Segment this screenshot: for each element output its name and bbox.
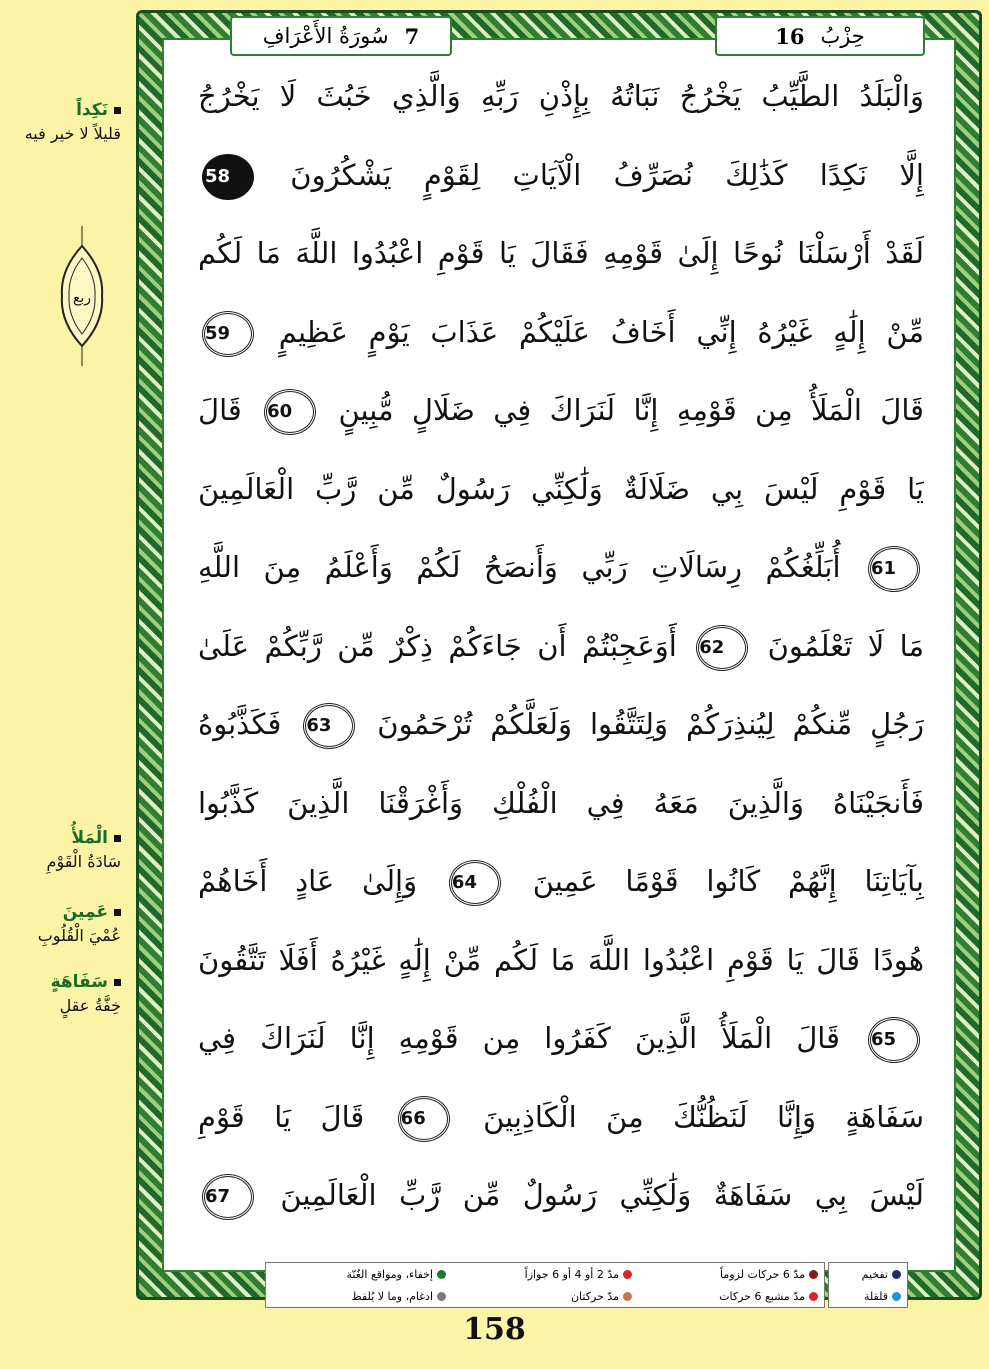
verse-text: قَالَ <box>198 393 242 427</box>
verse-line <box>198 928 924 992</box>
color-dot-icon <box>623 1292 632 1301</box>
color-dot-icon <box>623 1270 632 1279</box>
verse-text: لَقَدْ أَرْسَلْنَا نُوحًا إِلَىٰ قَوْمِهِ فَقَالَ يَا قَوْمِ اعْبُدُوا اللَّهَ مَا لَكُم <box>198 236 924 270</box>
bullet-icon <box>114 909 121 916</box>
color-dot-icon <box>437 1292 446 1301</box>
rub-ornament-icon <box>58 226 106 366</box>
verse-line <box>198 221 924 285</box>
legend-item <box>835 1268 901 1281</box>
surah-name: سُورَةُ الأَعْرَافِ <box>262 24 389 48</box>
gloss-entry-amin <box>0 902 121 945</box>
legend-item <box>452 1285 638 1307</box>
gloss-term: نَكِداً <box>76 100 108 120</box>
ayah-number-marker: 60 <box>264 389 316 435</box>
gloss-term: عَمِينَ <box>62 902 108 922</box>
verse-text: يَا قَوْمِ لَيْسَ بِي ضَلَالَةٌ وَلَٰكِنِّي رَسُولٌ مِّن رَّبِّ الْعَالَمِينَ <box>198 472 924 506</box>
verse-text: مِّنْ إِلَٰهٍ غَيْرُهُ إِنِّي أَخَافُ عَلَيْكُمْ عَذَابَ يَوْمٍ عَظِيمٍ <box>278 315 924 349</box>
tajweed-legend-extra <box>828 1262 908 1308</box>
surah-header <box>230 16 452 56</box>
ayah-number-marker: 58 <box>202 154 254 200</box>
verse-line <box>198 143 924 207</box>
juz-number: 7 <box>404 23 420 49</box>
gloss-term: سَفَاهَةٍ <box>50 972 108 992</box>
legend-label: مدّ 2 أو 4 أو 6 جوازاً <box>524 1267 619 1281</box>
verse-text: قَالَ يَا قَوْمِ <box>198 1100 365 1134</box>
ayah-number-marker: 61 <box>868 546 920 592</box>
verse-text: بِآيَاتِنَا إِنَّهُمْ كَانُوا قَوْمًا عَمِينَ <box>532 864 924 898</box>
legend-label: قلقلة <box>863 1289 888 1303</box>
verse-line <box>198 1006 924 1070</box>
verse-line <box>198 771 924 835</box>
legend-item <box>638 1263 824 1285</box>
gloss-entry-almala <box>0 828 121 871</box>
gloss-meaning: عُمْيَ الْقُلُوبِ <box>37 926 121 945</box>
gloss-meaning: قليلاً لا خير فيه <box>24 124 121 143</box>
verse-text: أَوَعَجِبْتُمْ أَن جَاءَكُمْ ذِكْرٌ مِّن رَّبِّكُمْ عَلَىٰ <box>198 629 677 663</box>
verse-text: لَيْسَ بِي سَفَاهَةٌ وَلَٰكِنِّي رَسُولٌ مِّن رَّبِّ الْعَالَمِينَ <box>280 1178 924 1212</box>
legend-label: تفخيم <box>861 1267 888 1281</box>
legend-item <box>266 1285 452 1307</box>
verse-line <box>198 1163 924 1227</box>
gloss-entry-nakidan <box>0 100 121 143</box>
hizb-number: 16 <box>775 23 805 49</box>
verse-text: هُودًا قَالَ يَا قَوْمِ اعْبُدُوا اللَّهَ مَا لَكُم مِّنْ إِلَٰهٍ غَيْرُهُ أَفَلَا تَتَّقُونَ <box>198 943 924 977</box>
verse-line <box>198 457 924 521</box>
gloss-entry-safaha <box>0 972 121 1015</box>
legend-item <box>835 1290 901 1303</box>
legend-label: إخفاء، ومواقع الغُنّة <box>346 1267 433 1281</box>
page-number: 158 <box>463 1312 526 1347</box>
legend-item <box>266 1263 452 1285</box>
color-dot-icon <box>809 1270 818 1279</box>
color-dot-icon <box>892 1270 901 1279</box>
verse-line <box>198 692 924 756</box>
verse-line <box>198 849 924 913</box>
ayah-number-marker: 63 <box>303 703 355 749</box>
color-dot-icon <box>437 1270 446 1279</box>
verse-text: قَالَ الْمَلَأُ الَّذِينَ كَفَرُوا مِن قَوْمِهِ إِنَّا لَنَرَاكَ فِي <box>198 1021 840 1055</box>
verse-text: سَفَاهَةٍ وَإِنَّا لَنَظُنُّكَ مِنَ الْكَاذِبِينَ <box>483 1100 924 1134</box>
gloss-meaning: خِفَّةُ عقلٍ <box>59 996 121 1015</box>
verse-text: إِلَّا نَكِدًا كَذَٰلِكَ نُصَرِّفُ الْآيَاتِ لِقَوْمٍ يَشْكُرُونَ <box>290 158 924 192</box>
verse-text: قَالَ الْمَلَأُ مِن قَوْمِهِ إِنَّا لَنَرَاكَ فِي ضَلَالٍ مُّبِينٍ <box>338 393 924 427</box>
ayah-number-marker: 66 <box>398 1096 450 1142</box>
verse-line <box>198 300 924 364</box>
color-dot-icon <box>892 1292 901 1301</box>
ayah-number-marker: 65 <box>868 1017 920 1063</box>
ayah-number-marker: 64 <box>449 860 501 906</box>
gloss-meaning: سَادَةُ الْقَوْمِ <box>46 852 121 871</box>
bullet-icon <box>114 107 121 114</box>
verse-text: مَا لَا تَعْلَمُونَ <box>767 629 924 663</box>
verse-line <box>198 64 924 128</box>
verse-line <box>198 535 924 599</box>
verse-line <box>198 378 924 442</box>
ayah-number-marker: 67 <box>202 1174 254 1220</box>
legend-label: مدّ مشبع 6 حركات <box>719 1289 805 1303</box>
color-dot-icon <box>809 1292 818 1301</box>
bullet-icon <box>114 979 121 986</box>
legend-label: ادغام، وما لا يُلفظ <box>351 1289 433 1303</box>
legend-label: مدّ حركتان <box>570 1289 619 1303</box>
verse-text: وَالْبَلَدُ الطَّيِّبُ يَخْرُجُ نَبَاتُهُ بِإِذْنِ رَبِّهِ وَالَّذِي خَبُثَ لَا يَخْرُجُ <box>198 79 924 113</box>
bullet-icon <box>114 835 121 842</box>
verse-text: فَكَذَّبُوهُ <box>198 707 282 741</box>
verse-text: أُبَلِّغُكُمْ رِسَالَاتِ رَبِّي وَأَنصَحُ لَكُمْ وَأَعْلَمُ مِنَ اللَّهِ <box>198 550 841 584</box>
ayah-number-marker: 62 <box>696 625 748 671</box>
legend-label: مدّ 6 حركات لزوماً <box>720 1267 805 1281</box>
ayah-number-marker: 59 <box>202 311 254 357</box>
verse-text: رَجُلٍ مِّنكُمْ لِيُنذِرَكُمْ وَلِتَتَّقُوا وَلَعَلَّكُمْ تُرْحَمُونَ <box>377 707 924 741</box>
verse-line <box>198 614 924 678</box>
tajweed-legend <box>265 1262 825 1308</box>
verse-text: وَإِلَىٰ عَادٍ أَخَاهُمْ <box>198 864 418 898</box>
hizb-header <box>715 16 925 56</box>
legend-item <box>638 1285 824 1307</box>
hizb-label: حِزْبُ <box>820 24 865 48</box>
legend-item <box>452 1263 638 1285</box>
ornament-label: ربع <box>72 290 92 306</box>
gloss-term: الْمَلأُ <box>71 828 108 848</box>
verse-text: فَأَنجَيْنَاهُ وَالَّذِينَ مَعَهُ فِي الْفُلْكِ وَأَغْرَقْنَا الَّذِينَ كَذَّبُوا <box>198 786 924 820</box>
verse-line <box>198 1085 924 1149</box>
